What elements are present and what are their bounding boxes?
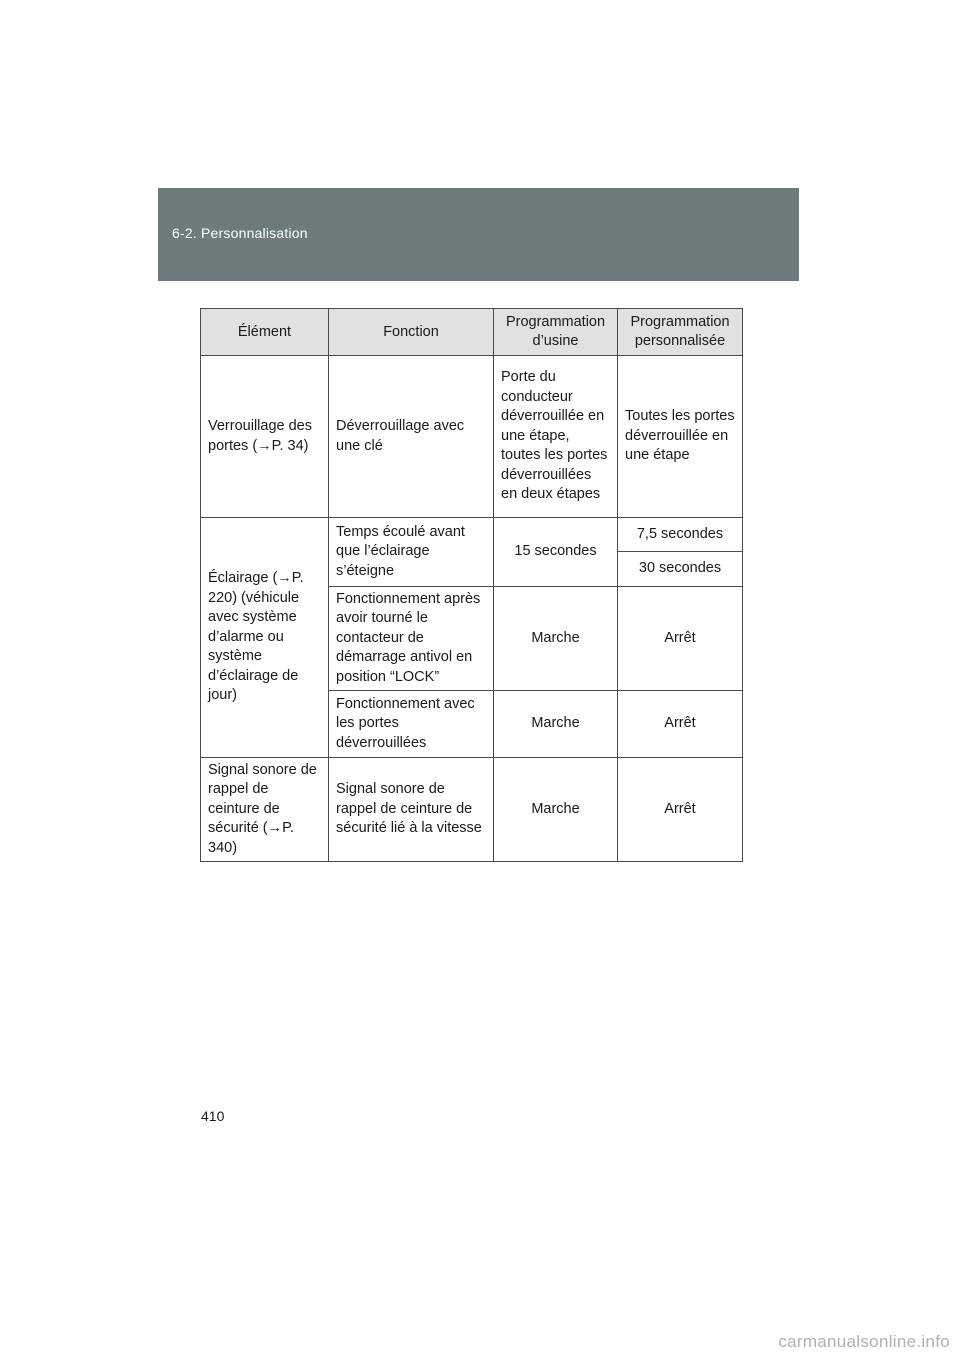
cell-function: Fonctionnement après avoir tourné le contacteur de démarrage antivol en position “LOCK” — [329, 587, 494, 691]
cell-factory: Marche — [494, 691, 618, 758]
cell-function: Déverrouillage avec une clé — [329, 356, 494, 518]
section-title: 6-2. Personnalisation — [172, 225, 308, 241]
cell-function: Fonctionnement avec les portes déverrouillées — [329, 691, 494, 758]
table-header-row — [201, 309, 743, 356]
column-header-function: Fonction — [329, 309, 494, 356]
column-header-factory: Programmation d’usine — [494, 309, 618, 356]
cell-custom: Arrêt — [618, 587, 743, 691]
cell-factory: Marche — [494, 758, 618, 862]
cell-item: Verrouillage des portes (→P. 34) — [201, 356, 329, 518]
table-row — [201, 356, 743, 518]
cell-factory: Marche — [494, 587, 618, 691]
cell-factory: 15 secondes — [494, 518, 618, 587]
section-header-band — [158, 188, 799, 281]
column-header-custom: Programmation personnalisée — [618, 309, 743, 356]
footer-watermark: carmanualsonline.info — [778, 1332, 950, 1351]
cell-item: Signal sonore de rappel de ceinture de sécurité (→P. 340) — [201, 758, 329, 862]
cell-item: Éclairage (→P. 220) (véhicule avec système d’alarme ou système d’éclairage de jour) — [201, 518, 329, 758]
cell-custom: Arrêt — [618, 758, 743, 862]
cell-custom: Toutes les portes déverrouillée en une étape — [618, 356, 743, 518]
cell-function: Signal sonore de rappel de ceinture de sécurité lié à la vitesse — [329, 758, 494, 862]
page-number: 410 — [201, 1108, 225, 1124]
cell-factory: Porte du conducteur déverrouillée en une étape, toutes les portes déverrouillées en deux étapes — [494, 356, 618, 518]
cell-function: Temps écoulé avant que l’éclairage s’éteigne — [329, 518, 494, 587]
cell-custom-option: 7,5 secondes — [618, 518, 743, 552]
cell-custom: Arrêt — [618, 691, 743, 758]
customization-table — [200, 308, 743, 862]
table-row — [201, 518, 743, 552]
table-row — [201, 758, 743, 862]
cell-custom-option: 30 secondes — [618, 552, 743, 587]
column-header-item: Élément — [201, 309, 329, 356]
